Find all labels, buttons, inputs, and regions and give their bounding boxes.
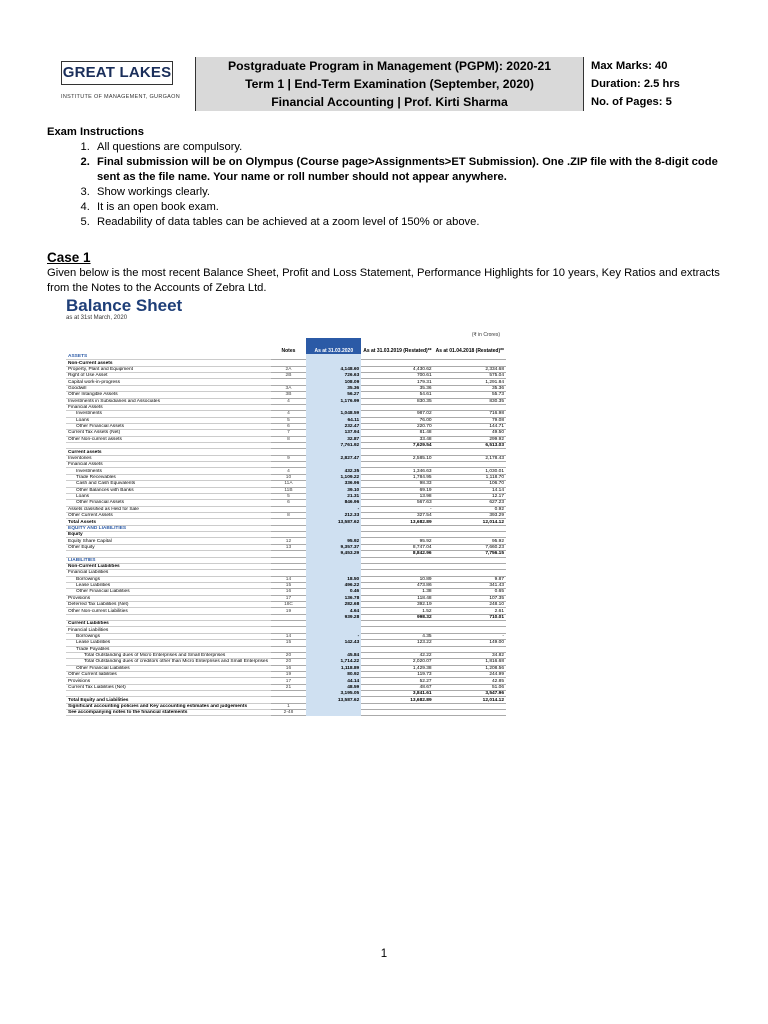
logo-subtitle: INSTITUTE OF MANAGEMENT, GURGAON bbox=[61, 94, 180, 100]
value-2020: 1,118.89 bbox=[306, 665, 361, 671]
value-2019: 7,629.54 bbox=[361, 443, 433, 449]
value-2018: 42.85 bbox=[434, 678, 506, 684]
row-note: 21 bbox=[271, 684, 307, 690]
row-label: Financial Assets bbox=[66, 462, 271, 468]
row-note: 17 bbox=[271, 595, 307, 601]
value-2018: 2.61 bbox=[434, 608, 506, 614]
value-2020: 939.28 bbox=[306, 614, 361, 620]
value-2019: 33.48 bbox=[361, 436, 433, 442]
row-note: 11B bbox=[271, 487, 307, 493]
row-label: Equity Share Capital bbox=[66, 538, 271, 544]
col-2019: As at 31.03.2019 (Restated)** bbox=[363, 348, 432, 354]
page-count: No. of Pages: 5 bbox=[591, 96, 672, 108]
value-2019: 81.48 bbox=[361, 430, 433, 436]
value-2018: 710.01 bbox=[434, 614, 506, 620]
value-2018: 12,014.12 bbox=[434, 519, 506, 525]
instruction-item: 4. It is an open book exam. bbox=[93, 200, 727, 215]
instruction-item: 5. Readability of data tables can be achieved at a zoom level of 150% or above. bbox=[93, 215, 727, 230]
value-2019: 998.32 bbox=[361, 614, 433, 620]
value-2020: 64.11 bbox=[306, 417, 361, 423]
row-note: 2B bbox=[271, 373, 307, 379]
value-2018: 51.06 bbox=[434, 684, 506, 690]
value-2019: 4.35 bbox=[361, 633, 433, 639]
value-2018: 716.98 bbox=[434, 411, 506, 417]
row-note: 4 bbox=[271, 411, 307, 417]
title-line-2: Term 1 | End-Term Examination (September, 2020) bbox=[245, 77, 534, 91]
value-2018: 627.23 bbox=[434, 500, 506, 506]
row-label: Financial Liabilities bbox=[66, 627, 271, 633]
value-2020: 2,827.47 bbox=[306, 455, 361, 461]
value-2018: 244.99 bbox=[434, 671, 506, 677]
case-heading: Case 1 bbox=[47, 250, 91, 265]
unit-label: (₹ in Crores) bbox=[471, 332, 500, 338]
row-note: 2A bbox=[271, 366, 307, 372]
value-2019: 76.00 bbox=[361, 417, 433, 423]
row-note: 5 bbox=[271, 417, 307, 423]
value-2018: 575.04 bbox=[434, 373, 506, 379]
logo-text: GREAT LAKES bbox=[61, 61, 173, 85]
instructions-list bbox=[47, 140, 727, 230]
value-2019: 119.73 bbox=[361, 671, 433, 677]
row-label: Current Liabilities bbox=[66, 621, 271, 627]
balance-sheet-subtitle: as at 31st March, 2020 bbox=[66, 315, 128, 321]
value-2020: 80.92 bbox=[306, 671, 361, 677]
row-note: 6 bbox=[271, 500, 307, 506]
value-2018: 1,816.68 bbox=[434, 659, 506, 665]
value-2020: 13,587.62 bbox=[306, 697, 361, 703]
value-2019: 42.22 bbox=[361, 652, 433, 658]
row-label: LIABILITIES bbox=[66, 557, 271, 563]
exam-header bbox=[47, 57, 722, 111]
value-2019: 48.67 bbox=[361, 684, 433, 690]
row-label: Total Equity and Liabilities bbox=[66, 697, 271, 703]
value-2020: 9,453.29 bbox=[306, 551, 361, 557]
value-2019: 220.70 bbox=[361, 423, 433, 429]
row-label: Right of Use Asset bbox=[66, 373, 271, 379]
row-note: 6 bbox=[271, 423, 307, 429]
exam-meta bbox=[591, 57, 721, 111]
value-2019: 1,429.38 bbox=[361, 665, 433, 671]
row-note: 15 bbox=[271, 640, 307, 646]
value-2019: 3,841.61 bbox=[361, 691, 433, 697]
value-2019: 567.63 bbox=[361, 500, 433, 506]
value-2020: 1,109.22 bbox=[306, 474, 361, 480]
value-2018: 49.50 bbox=[434, 430, 506, 436]
value-2019: 13.98 bbox=[361, 493, 433, 499]
value-2020 bbox=[306, 710, 361, 716]
value-2019: 700.61 bbox=[361, 373, 433, 379]
row-label: Provisions bbox=[66, 678, 271, 684]
value-2018: 12,014.12 bbox=[434, 697, 506, 703]
value-2019: 1,784.95 bbox=[361, 474, 433, 480]
row-label: Trade Receivables bbox=[66, 474, 271, 480]
value-2018: 1,030.01 bbox=[434, 468, 506, 474]
row-label: Other Balances with Banks bbox=[66, 487, 271, 493]
row-label: Other Financial Assets bbox=[66, 423, 271, 429]
row-note: 3A bbox=[271, 385, 307, 391]
row-label: Equity bbox=[66, 532, 271, 538]
row-note: 12 bbox=[271, 538, 307, 544]
value-2018: 12.17 bbox=[434, 493, 506, 499]
row-label: Total Outstanding dues of Micro Enterprises and Small Enterprises bbox=[66, 652, 271, 658]
row-note: 20 bbox=[271, 659, 307, 665]
row-label: Other Current liabilities bbox=[66, 671, 271, 677]
value-2018: 7,756.15 bbox=[434, 551, 506, 557]
row-note: 2-48 bbox=[271, 710, 307, 716]
row-label: Other Financial Liabilities bbox=[66, 589, 271, 595]
value-2018: 7,660.23 bbox=[434, 544, 506, 550]
row-label: Property, Plant and Equipment bbox=[66, 366, 271, 372]
value-2020: 56.27 bbox=[306, 392, 361, 398]
instruction-item: 2. Final submission will be on Olympus (Course page>Assignments>ET Submission). One .ZIP file with the 8-digit code sent as the file name. Your name or roll number should not appear anywhere. bbox=[93, 155, 727, 185]
row-note: 3B bbox=[271, 392, 307, 398]
row-label: See accompanying notes to the financial statements bbox=[66, 710, 271, 716]
value-2018: 79.08 bbox=[434, 417, 506, 423]
row-note: 5 bbox=[271, 493, 307, 499]
col-2020: As at 31.03.2020 bbox=[306, 338, 361, 354]
value-2020: 282.68 bbox=[306, 602, 361, 608]
value-2018: 1,208.56 bbox=[434, 665, 506, 671]
row-label: Trade Payables bbox=[66, 646, 271, 652]
value-2020: - bbox=[306, 633, 361, 639]
value-2020: 496.22 bbox=[306, 582, 361, 588]
value-2020: 45.84 bbox=[306, 652, 361, 658]
value-2020: 1,176.99 bbox=[306, 398, 361, 404]
row-note: 17 bbox=[271, 678, 307, 684]
value-2019: 2,020.07 bbox=[361, 659, 433, 665]
value-2019: 392.19 bbox=[361, 602, 433, 608]
col-notes: Notes bbox=[281, 348, 296, 354]
value-2020: 7,761.92 bbox=[306, 443, 361, 449]
row-label: Deferred Tax Liabilities (Net) bbox=[66, 602, 271, 608]
logo bbox=[47, 57, 196, 111]
value-2018: 9.87 bbox=[434, 576, 506, 582]
row-label: Loans bbox=[66, 417, 271, 423]
value-2019: 1,346.63 bbox=[361, 468, 433, 474]
balance-sheet-title: Balance Sheet bbox=[66, 296, 183, 315]
row-label: Investments bbox=[66, 468, 271, 474]
row-note: 14 bbox=[271, 633, 307, 639]
row-label: Other Non-current assets bbox=[66, 436, 271, 442]
row-label: Other Financial Assets bbox=[66, 500, 271, 506]
row-label: Financial Liabilities bbox=[66, 570, 271, 576]
value-2018: 14.14 bbox=[434, 487, 506, 493]
row-note: 4 bbox=[271, 398, 307, 404]
row-note: 14 bbox=[271, 576, 307, 582]
exam-title bbox=[196, 57, 584, 111]
title-line-1: Postgraduate Program in Management (PGPM): 2020-21 bbox=[227, 59, 552, 73]
row-label: Other Non-current Liabilities bbox=[66, 608, 271, 614]
row-label: Loans bbox=[66, 493, 271, 499]
value-2019: 2,585.10 bbox=[361, 455, 433, 461]
row-label: Goodwill bbox=[66, 385, 271, 391]
value-2019: 13,682.89 bbox=[361, 519, 433, 525]
value-2019: 179.31 bbox=[361, 379, 433, 385]
value-2020: 0.46 bbox=[306, 589, 361, 595]
value-2019: 4,430.62 bbox=[361, 366, 433, 372]
value-2018: 6,513.03 bbox=[434, 443, 506, 449]
row-note: 15 bbox=[271, 582, 307, 588]
case-description: Given below is the most recent Balance Sheet, Profit and Loss Statement, Performance Highlights for 10 years, Key Ratios and extracts from the Notes to the Accounts of Zebra Ltd. bbox=[47, 267, 720, 294]
row-label: Total Outstanding dues of creditors other than Micro Enterprises and Small Enterprises bbox=[66, 659, 271, 665]
value-2020: 726.63 bbox=[306, 373, 361, 379]
row-label: Non-Current Liabilities bbox=[66, 563, 271, 569]
row-label: Capital work-in-progress bbox=[66, 379, 271, 385]
value-2019: 1.38 bbox=[361, 589, 433, 595]
balance-sheet-table bbox=[66, 338, 506, 716]
value-2020: 95.92 bbox=[306, 538, 361, 544]
value-2019: 35.36 bbox=[361, 385, 433, 391]
value-2018: 0.65 bbox=[434, 589, 506, 595]
value-2018: 34.82 bbox=[434, 652, 506, 658]
value-2020: 32.87 bbox=[306, 436, 361, 442]
instruction-item: 3. Show workings clearly. bbox=[93, 185, 727, 200]
row-label: Lease Liabilities bbox=[66, 640, 271, 646]
value-2020: 48.59 bbox=[306, 684, 361, 690]
table-header-row bbox=[66, 338, 506, 354]
value-2018: - bbox=[434, 633, 506, 639]
row-label: Non-Current assets bbox=[66, 360, 271, 366]
value-2018: 106.70 bbox=[434, 481, 506, 487]
duration: Duration: 2.5 hrs bbox=[591, 78, 680, 90]
value-2020: 4,148.60 bbox=[306, 366, 361, 372]
value-2020: 212.33 bbox=[306, 512, 361, 518]
value-2019: - bbox=[361, 506, 433, 512]
value-2020: 142.43 bbox=[306, 640, 361, 646]
exam-instructions bbox=[47, 124, 727, 230]
value-2020: 137.94 bbox=[306, 430, 361, 436]
row-note: 16 bbox=[271, 665, 307, 671]
value-2018: 95.92 bbox=[434, 538, 506, 544]
row-label: Current Tax Liabilities (Net) bbox=[66, 684, 271, 690]
value-2019: 8,842.96 bbox=[361, 551, 433, 557]
value-2018: 35.36 bbox=[434, 385, 506, 391]
value-2020: 108.09 bbox=[306, 379, 361, 385]
value-2020: 1,048.59 bbox=[306, 411, 361, 417]
value-2019: 118.48 bbox=[361, 595, 433, 601]
row-label: Lease Liabilities bbox=[66, 582, 271, 588]
balance-sheet bbox=[60, 296, 512, 772]
row-label: Investments bbox=[66, 411, 271, 417]
value-2018: 107.35 bbox=[434, 595, 506, 601]
value-2020: 232.47 bbox=[306, 423, 361, 429]
value-2020: 44.14 bbox=[306, 678, 361, 684]
value-2018: 1,291.84 bbox=[434, 379, 506, 385]
balance-sheet-body bbox=[66, 354, 506, 716]
row-label: Other Equity bbox=[66, 544, 271, 550]
value-2020: 13,587.62 bbox=[306, 519, 361, 525]
row-label: Current assets bbox=[66, 449, 271, 455]
value-2018: 248.10 bbox=[434, 602, 506, 608]
instructions-heading: Exam Instructions bbox=[47, 126, 144, 138]
row-note: 1 bbox=[271, 703, 307, 709]
value-2019: 54.61 bbox=[361, 392, 433, 398]
row-label: Other Current Assets bbox=[66, 512, 271, 518]
row-note: 8 bbox=[271, 512, 307, 518]
value-2019: 987.02 bbox=[361, 411, 433, 417]
value-2020: 136.78 bbox=[306, 595, 361, 601]
value-2019: 95.92 bbox=[361, 538, 433, 544]
value-2020: 35.36 bbox=[306, 385, 361, 391]
row-label: Other Intangible Assets bbox=[66, 392, 271, 398]
row-label: ASSETS bbox=[66, 354, 271, 360]
value-2018: 0.92 bbox=[434, 506, 506, 512]
value-2018: 299.92 bbox=[434, 436, 506, 442]
row-label: Total Assets bbox=[66, 519, 271, 525]
value-2019: 10.89 bbox=[361, 576, 433, 582]
page-number: 1 bbox=[380, 948, 388, 960]
value-2018: 830.35 bbox=[434, 398, 506, 404]
value-2020: - bbox=[306, 506, 361, 512]
value-2019: 123.22 bbox=[361, 640, 433, 646]
row-label: Borrowings bbox=[66, 633, 271, 639]
instruction-item: 1. All questions are compulsory. bbox=[93, 140, 727, 155]
value-2018: 1,118.70 bbox=[434, 474, 506, 480]
row-label: Other Financial Liabilities bbox=[66, 665, 271, 671]
value-2020: 21.31 bbox=[306, 493, 361, 499]
value-2020: 846.96 bbox=[306, 500, 361, 506]
value-2020: 18.50 bbox=[306, 576, 361, 582]
value-2020: 39.10 bbox=[306, 487, 361, 493]
title-line-3: Financial Accounting | Prof. Kirti Sharma bbox=[271, 95, 508, 109]
col-label bbox=[66, 338, 271, 354]
row-note: 13 bbox=[271, 544, 307, 550]
row-note: 9 bbox=[271, 455, 307, 461]
value-2019: 52.27 bbox=[361, 678, 433, 684]
value-2018: 3,547.96 bbox=[434, 691, 506, 697]
row-note: 7 bbox=[271, 430, 307, 436]
value-2020: 4.64 bbox=[306, 608, 361, 614]
row-note: 10 bbox=[271, 474, 307, 480]
value-2018: 55.73 bbox=[434, 392, 506, 398]
table-row bbox=[66, 710, 506, 716]
row-label: Current Tax Assets (Net) bbox=[66, 430, 271, 436]
row-note: 20 bbox=[271, 652, 307, 658]
value-2020: 336.96 bbox=[306, 481, 361, 487]
col-2018: As at 01.04.2018 (Restated)** bbox=[435, 348, 504, 354]
case-section bbox=[47, 250, 727, 296]
row-note: 11A bbox=[271, 481, 307, 487]
value-2018: 2,178.43 bbox=[434, 455, 506, 461]
value-2019: 98.33 bbox=[361, 481, 433, 487]
value-2020: 3,195.05 bbox=[306, 691, 361, 697]
row-note: 19 bbox=[271, 671, 307, 677]
row-label: Inventories bbox=[66, 455, 271, 461]
value-2018: 144.71 bbox=[434, 423, 506, 429]
value-2019: 1.52 bbox=[361, 608, 433, 614]
max-marks: Max Marks: 40 bbox=[591, 60, 668, 72]
row-label: Significant accounting policies and Key accounting estimates and judgements bbox=[66, 703, 271, 709]
value-2019: 327.54 bbox=[361, 512, 433, 518]
value-2018: 2,334.68 bbox=[434, 366, 506, 372]
value-2019: 830.35 bbox=[361, 398, 433, 404]
row-label: Cash and Cash Equivalents bbox=[66, 481, 271, 487]
value-2019: 8,747.04 bbox=[361, 544, 433, 550]
row-label: Borrowings bbox=[66, 576, 271, 582]
value-2020: 9,357.37 bbox=[306, 544, 361, 550]
value-2020: 432.35 bbox=[306, 468, 361, 474]
row-label: Provisions bbox=[66, 595, 271, 601]
value-2018: 341.43 bbox=[434, 582, 506, 588]
value-2018: 149.00 bbox=[434, 640, 506, 646]
row-note: 18C bbox=[271, 602, 307, 608]
value-2020: 1,714.22 bbox=[306, 659, 361, 665]
row-label: Assets classified as Held for Sale bbox=[66, 506, 271, 512]
row-note: 4 bbox=[271, 468, 307, 474]
row-label: EQUITY AND LIABILITIES bbox=[66, 525, 271, 531]
value-2019: 473.86 bbox=[361, 582, 433, 588]
value-2019: 69.19 bbox=[361, 487, 433, 493]
row-note: 19 bbox=[271, 608, 307, 614]
row-label: Investments in Subsidiaries and Associates bbox=[66, 398, 271, 404]
value-2019 bbox=[361, 710, 433, 716]
row-note: 16 bbox=[271, 589, 307, 595]
value-2019: 13,682.89 bbox=[361, 697, 433, 703]
value-2018 bbox=[434, 710, 506, 716]
row-note: 8 bbox=[271, 436, 307, 442]
value-2018: 393.29 bbox=[434, 512, 506, 518]
row-label: Financial Assets bbox=[66, 404, 271, 410]
